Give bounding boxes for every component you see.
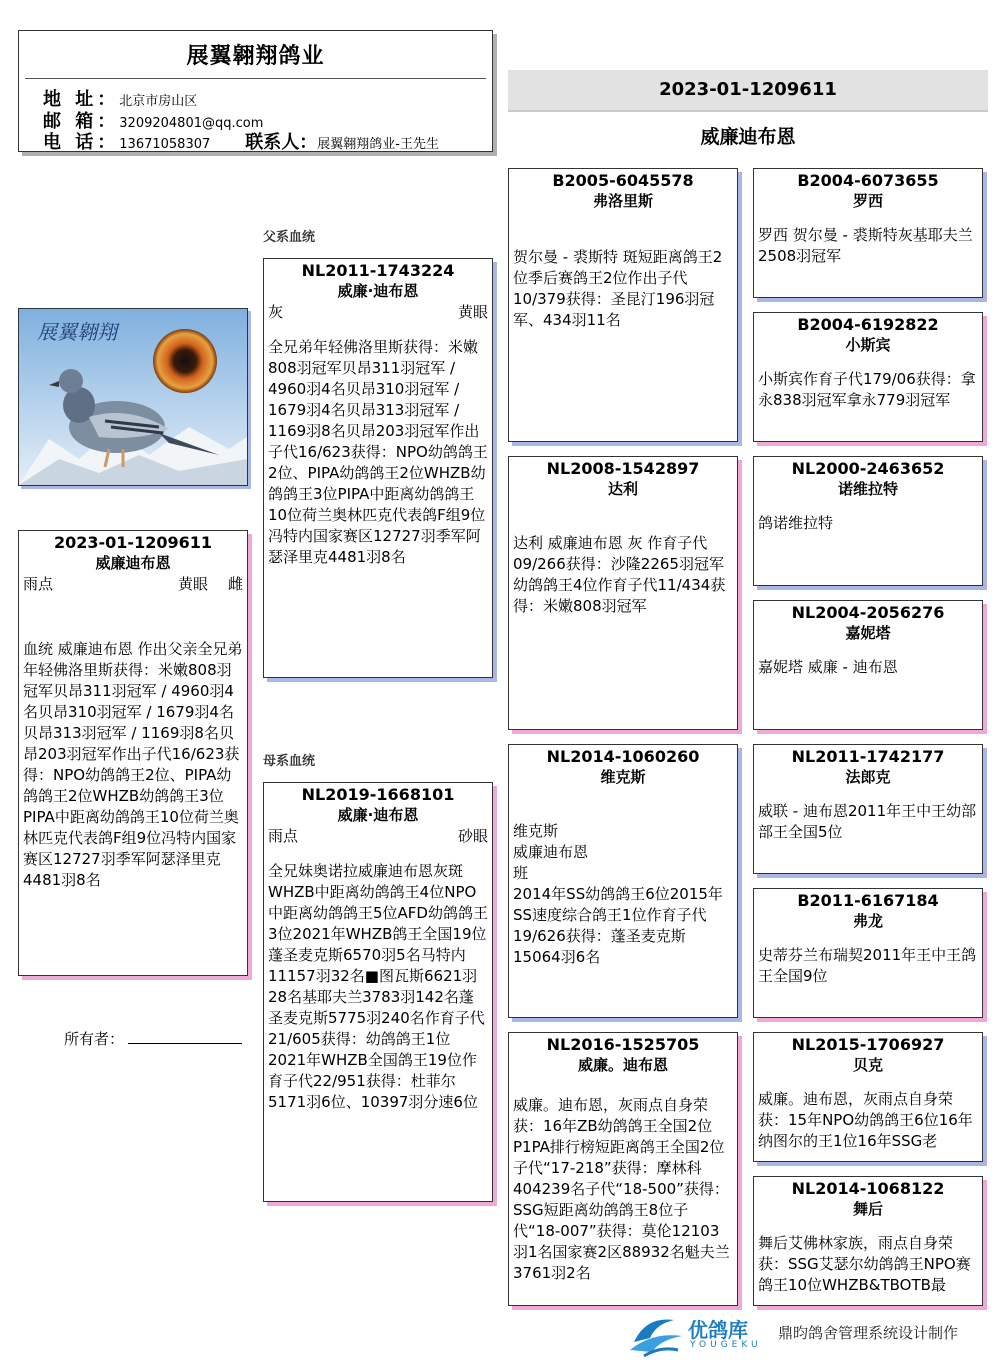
address-value: 北京市房山区 xyxy=(119,94,198,109)
gen4-card xyxy=(753,456,983,586)
gen4-name: 小斯宾 xyxy=(845,336,891,354)
gen3-description: 贺尔曼 - 裘斯特 斑短距离鸽王2位季后赛鸽王2位作出子代10/379获得：圣昆汀196羽冠军、434羽11名 xyxy=(513,248,723,329)
subject-sex: 雌 xyxy=(227,575,243,593)
gen4-description: 小斯宾作育子代179/06获得：拿永838羽冠军拿永779羽冠军 xyxy=(758,370,976,409)
breeder-info-card xyxy=(18,30,493,152)
contact-value: 展翼翱翔鸽业-王先生 xyxy=(317,137,439,152)
gen4-name: 诺维拉特 xyxy=(837,480,898,498)
gen3-name: 维克斯 xyxy=(600,768,646,786)
granddam-paternal-card xyxy=(508,456,738,730)
gen4-ring: NL2014-1068122 xyxy=(791,1179,945,1198)
contact-label: 联系人： xyxy=(245,132,318,153)
brand-name: 优鸽库 xyxy=(688,1318,748,1342)
dam-eye: 砂眼 xyxy=(457,827,488,845)
gen4-ring: NL2015-1706927 xyxy=(791,1035,945,1054)
gen4-description: 鸽诺维拉特 xyxy=(758,514,834,532)
subject-description: 血统 威廉迪布恩 作出父亲全兄弟年轻佛洛里斯获得：米嫩808羽冠军贝昂311羽冠军 / 4960羽4名贝昂310羽冠军 / 1679羽4名贝昂313羽冠军 / 1169羽8名贝昂203羽冠军作出子代16/623获得：NPO幼鸽鸽王2位、PIPA幼鸽鸽王2位WHZB幼鸽鸽王3位PIPA中距离幼鸽鸽王10位荷兰奥林匹克代表鸽F组9位冯特内国家赛区12727羽季军阿瑟泽里克4481羽8名 xyxy=(23,640,243,889)
owner-blank-line xyxy=(128,1028,242,1044)
gen4-ring: NL2000-2463652 xyxy=(791,459,945,478)
gen4-card xyxy=(753,1176,983,1306)
subject-ring-banner: 2023-01-1209611 xyxy=(508,70,988,112)
gen4-card xyxy=(753,888,983,1018)
gen4-ring: B2004-6192822 xyxy=(797,315,939,334)
gen4-name: 嘉妮塔 xyxy=(845,624,891,642)
made-by-text: 鼎昀鸽舍管理系统设计制作 xyxy=(778,1324,959,1342)
gen4-name: 舞后 xyxy=(852,1200,883,1218)
owner-label: 所有者： xyxy=(64,1030,125,1048)
gen3-ring: NL2008-1542897 xyxy=(546,459,700,478)
granddam-maternal-card xyxy=(508,1032,738,1306)
sire-color: 灰 xyxy=(268,303,284,321)
gen4-description: 史蒂芬兰布瑞契2011年王中王鸽王全国9位 xyxy=(758,946,977,985)
subject-name-heading: 威廉迪布恩 xyxy=(700,126,796,148)
brand-logo-icon xyxy=(626,1312,686,1358)
subject-eye: 黄眼 xyxy=(177,575,208,593)
gen4-card xyxy=(753,168,983,298)
grandsire-maternal-card xyxy=(508,744,738,1018)
gen4-card xyxy=(753,1032,983,1162)
dam-card xyxy=(263,782,493,1202)
dam-description: 全兄妹奥诺拉威廉迪布恩灰斑WHZB中距离幼鸽鸽王4位NPO中距离幼鸽鸽王5位AFD幼鸽鸽王3位2021年WHZB鸽王全国19位蓬圣麦克斯6570羽5名马特内11157羽32名■图瓦斯6621羽28名基耶夫兰3783羽142名蓬圣麦克斯5775羽240名作育子代21/605获得：幼鸽鸽王1位2021年WHZB全国鸽王19位作育子代22/951获得：杜菲尔5171羽6位、10397羽分速6位 xyxy=(268,862,488,1111)
gen4-name: 法郎克 xyxy=(845,768,891,786)
sire-name: 威廉·迪布恩 xyxy=(337,282,419,300)
gen3-description: 维克斯 威廉迪布恩 班 2014年SS幼鸽鸽王6位2015年SS速度综合鸽王1位作育子代19/626获得：蓬圣麦克斯15064羽6名 xyxy=(513,822,723,966)
gen4-card xyxy=(753,600,983,730)
gen4-ring: B2004-6073655 xyxy=(797,171,939,190)
gen4-ring: NL2011-1742177 xyxy=(791,747,945,766)
gen4-name: 罗西 xyxy=(852,192,883,210)
gen4-name: 弗龙 xyxy=(852,912,883,930)
gen3-description: 达利 威廉迪布恩 灰 作育子代09/266获得：沙隆2265羽冠军幼鸽鸽王4位作育子代11/434获得：米嫩808羽冠军 xyxy=(513,534,726,615)
dam-line-label: 母系血统 xyxy=(263,754,316,769)
sire-card xyxy=(263,258,493,678)
dam-traits xyxy=(264,825,492,847)
sire-description: 全兄弟年轻佛洛里斯获得：米嫩808羽冠军贝昂311羽冠军 / 4960羽4名贝昂310羽冠军 / 1679羽4名贝昂313羽冠军 / 1169羽8名贝昂203羽冠军作出子代16/623获得：NPO幼鸽鸽王2位、PIPA幼鸽鸽王2位WHZB幼鸽鸽王3位PIPA中距离幼鸽鸽王10位荷兰奥林匹克代表鸽F组9位冯特内国家赛区12727羽季军阿瑟泽里克4481羽8名 xyxy=(268,338,488,566)
subject-card xyxy=(18,530,248,976)
email-value: 3209204801@qq.com xyxy=(119,116,264,131)
sire-line-label: 父系血统 xyxy=(263,230,316,245)
footer xyxy=(626,1312,986,1360)
dam-ring: NL2019-1668101 xyxy=(301,785,455,804)
sire-eye: 黄眼 xyxy=(457,303,488,321)
subject-traits xyxy=(19,573,247,595)
photo-caption: 展翼翱翔 xyxy=(37,320,117,344)
breeder-title: 展翼翱翔鸽业 xyxy=(186,44,325,69)
gen4-description: 嘉妮塔 威廉 - 迪布恩 xyxy=(758,658,898,676)
gen3-name: 达利 xyxy=(607,480,638,498)
gen3-name: 弗洛里斯 xyxy=(592,192,653,210)
divider xyxy=(25,78,486,79)
gen4-description: 威联 - 迪布恩2011年王中王幼部部王全国5位 xyxy=(758,802,977,841)
sire-ring: NL2011-1743224 xyxy=(301,261,455,280)
phone-row xyxy=(43,128,483,154)
gen4-name: 贝克 xyxy=(852,1056,883,1074)
subject-name: 威廉迪布恩 xyxy=(95,554,171,572)
subject-ring: 2023-01-1209611 xyxy=(53,533,212,552)
dam-color: 雨点 xyxy=(268,827,299,845)
address-label: 地 址： xyxy=(43,89,120,110)
grandsire-paternal-card xyxy=(508,168,738,442)
pigeon-photo xyxy=(18,308,248,486)
gen3-name: 威廉。迪布恩 xyxy=(577,1056,668,1074)
dam-name: 威廉·迪布恩 xyxy=(337,806,419,824)
sire-traits xyxy=(264,301,492,323)
subject-color: 雨点 xyxy=(23,575,54,593)
owner-field xyxy=(64,1028,242,1049)
gen4-card xyxy=(753,744,983,874)
gen3-ring: NL2016-1525705 xyxy=(546,1035,700,1054)
gen4-ring: B2011-6167184 xyxy=(797,891,939,910)
gen3-ring: B2005-6045578 xyxy=(552,171,694,190)
gen4-description: 威廉。迪布恩，灰雨点自身荣获：15年NPO幼鸽鸽王6位16年纳图尔的王1位16年SSG老 xyxy=(758,1090,973,1150)
brand-name-en: YOUGEKU xyxy=(690,1340,762,1350)
gen4-description: 舞后艾佛林家族，雨点自身荣获：SSG艾瑟尔幼鸽鸽王NPO赛鸽王10位WHZB&TBOTB最 xyxy=(758,1234,971,1294)
phone-label: 电 话： xyxy=(43,132,120,153)
gen4-ring: NL2004-2056276 xyxy=(791,603,945,622)
pigeon-photo-art xyxy=(19,309,247,485)
email-label: 邮 箱： xyxy=(43,111,120,132)
gen4-card xyxy=(753,312,983,442)
gen4-description: 罗西 贺尔曼 - 裘斯特灰基耶夫兰2508羽冠军 xyxy=(758,226,973,265)
phone-value: 13671058307 xyxy=(119,137,211,152)
gen3-ring: NL2014-1060260 xyxy=(546,747,700,766)
gen3-description: 威廉。迪布恩，灰雨点自身荣获：16年ZB幼鸽鸽王全国2位P1PA排行榜短距离鸽王全国2位子代“17-218”获得：摩林科404239名子代“18-500”获得：SSG短距离幼鸽鸽王8位子代“18-007”获得：莫伦12103羽1名国家赛2区88932名魁夫兰3761羽2名 xyxy=(513,1096,730,1282)
